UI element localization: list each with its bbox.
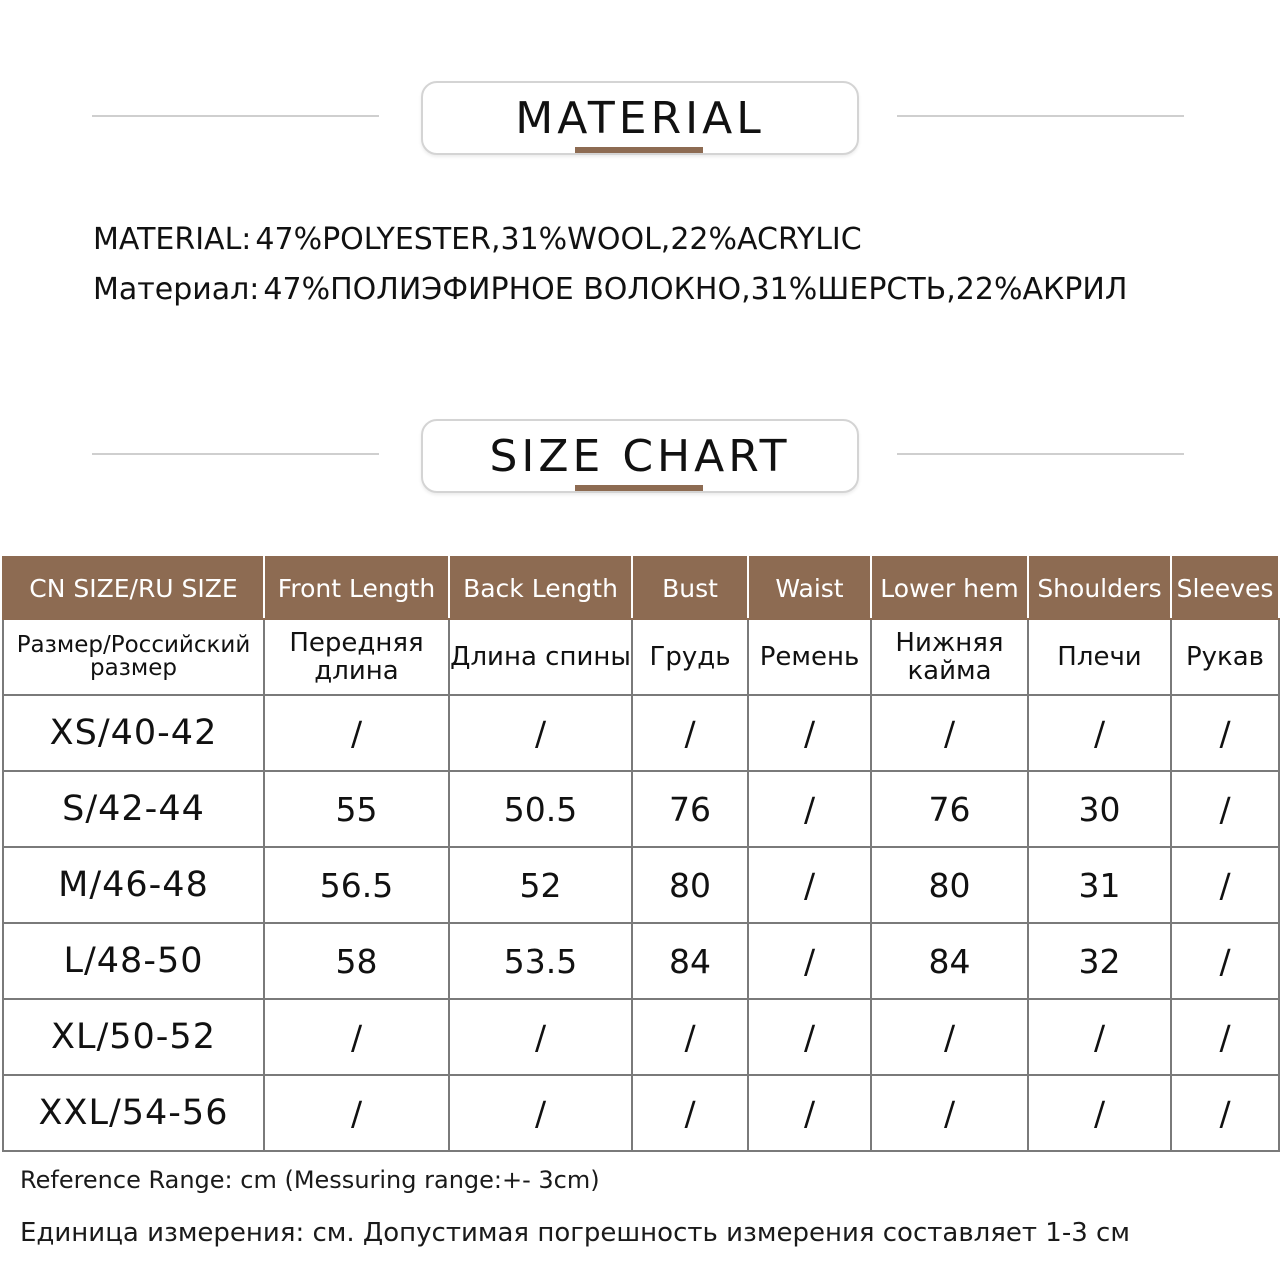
- heading-rule-right: [897, 453, 1184, 455]
- material-line-ru: [93, 272, 1213, 322]
- header-cell: Плечи: [1028, 619, 1171, 695]
- table-cell: 56.5: [264, 847, 449, 923]
- measurement-notes: [20, 1160, 1260, 1258]
- table-cell: /: [748, 847, 871, 923]
- size-cell: L/48-50: [3, 923, 264, 999]
- size-cell: M/46-48: [3, 847, 264, 923]
- header-cell: Sleeves: [1171, 557, 1279, 619]
- table-cell: /: [871, 999, 1028, 1075]
- table-cell: 32: [1028, 923, 1171, 999]
- header-cell: Передняя длина: [264, 619, 449, 695]
- table-cell: 76: [632, 771, 748, 847]
- table-cell: 53.5: [449, 923, 632, 999]
- header-cell: Back Length: [449, 557, 632, 619]
- size-cell: S/42-44: [3, 771, 264, 847]
- header-cell: Рукав: [1171, 619, 1279, 695]
- material-value: 47%POLYESTER,31%WOOL,22%ACRYLIC: [255, 222, 862, 257]
- heading-rule-right: [897, 115, 1184, 117]
- table-cell: /: [449, 695, 632, 771]
- table-cell: /: [264, 1075, 449, 1151]
- table-cell: 52: [449, 847, 632, 923]
- table-row: [3, 847, 1279, 923]
- header-cell: Front Length: [264, 557, 449, 619]
- table-cell: /: [264, 999, 449, 1075]
- table-cell: /: [264, 695, 449, 771]
- material-title: MATERIAL: [515, 92, 765, 144]
- table-cell: 76: [871, 771, 1028, 847]
- heading-pill: [421, 81, 859, 155]
- table-cell: /: [1171, 1075, 1279, 1151]
- header-cell: Размер/Российский размер: [3, 619, 264, 695]
- header-cell: Lower hem: [871, 557, 1028, 619]
- table-cell: /: [1171, 847, 1279, 923]
- material-heading: [0, 81, 1280, 157]
- heading-accent-bar: [575, 147, 703, 153]
- heading-pill: [421, 419, 859, 493]
- table-cell: 55: [264, 771, 449, 847]
- material-line-en: [93, 222, 1213, 272]
- header-cell: Waist: [748, 557, 871, 619]
- table-row: [3, 771, 1279, 847]
- table-cell: /: [748, 923, 871, 999]
- table-cell: /: [871, 695, 1028, 771]
- table-cell: 84: [632, 923, 748, 999]
- header-cell: Ремень: [748, 619, 871, 695]
- note-en: Reference Range: cm (Messuring range:+- 3cm): [20, 1166, 600, 1194]
- table-cell: 80: [632, 847, 748, 923]
- table-row: [3, 999, 1279, 1075]
- table-cell: /: [632, 695, 748, 771]
- table-cell: /: [1028, 999, 1171, 1075]
- material-key: Материал:: [93, 272, 260, 307]
- heading-rule-left: [92, 453, 379, 455]
- table-cell: /: [748, 771, 871, 847]
- table-cell: /: [632, 1075, 748, 1151]
- table-cell: /: [632, 999, 748, 1075]
- table-cell: /: [449, 999, 632, 1075]
- table-header-en: [3, 557, 1279, 619]
- table-row: [3, 923, 1279, 999]
- table-row: [3, 1075, 1279, 1151]
- table-cell: 50.5: [449, 771, 632, 847]
- table-cell: 84: [871, 923, 1028, 999]
- size-cell: XXL/54-56: [3, 1075, 264, 1151]
- table-cell: /: [748, 999, 871, 1075]
- header-cell: Shoulders: [1028, 557, 1171, 619]
- size-cell: XS/40-42: [3, 695, 264, 771]
- table-row: [3, 695, 1279, 771]
- table-cell: 31: [1028, 847, 1171, 923]
- heading-rule-left: [92, 115, 379, 117]
- table-cell: /: [1028, 1075, 1171, 1151]
- table-cell: /: [449, 1075, 632, 1151]
- material-key: MATERIAL:: [93, 222, 252, 257]
- heading-accent-bar: [575, 485, 703, 491]
- header-cell: CN SIZE/RU SIZE: [3, 557, 264, 619]
- size-table: [2, 556, 1280, 1152]
- table-header-ru: [3, 619, 1279, 695]
- table-cell: /: [871, 1075, 1028, 1151]
- table-cell: /: [1171, 695, 1279, 771]
- table-cell: 80: [871, 847, 1028, 923]
- header-cell: Bust: [632, 557, 748, 619]
- note-ru: Единица измерения: см. Допустимая погрешность измерения составляет 1-3 см: [20, 1218, 1130, 1248]
- table-cell: /: [1028, 695, 1171, 771]
- material-composition: [93, 222, 1213, 322]
- size-chart-heading: [0, 419, 1280, 495]
- table-cell: /: [748, 695, 871, 771]
- table-cell: /: [1171, 999, 1279, 1075]
- table-cell: 58: [264, 923, 449, 999]
- header-cell: Нижняя кайма: [871, 619, 1028, 695]
- size-cell: XL/50-52: [3, 999, 264, 1075]
- material-value: 47%ПОЛИЭФИРНОЕ ВОЛОКНО,31%ШЕРСТЬ,22%АКРИЛ: [263, 272, 1128, 307]
- table-cell: /: [748, 1075, 871, 1151]
- table-cell: /: [1171, 923, 1279, 999]
- header-cell: Грудь: [632, 619, 748, 695]
- header-cell: Длина спины: [449, 619, 632, 695]
- table-cell: /: [1171, 771, 1279, 847]
- size-chart-title: SIZE CHART: [489, 430, 791, 482]
- table-cell: 30: [1028, 771, 1171, 847]
